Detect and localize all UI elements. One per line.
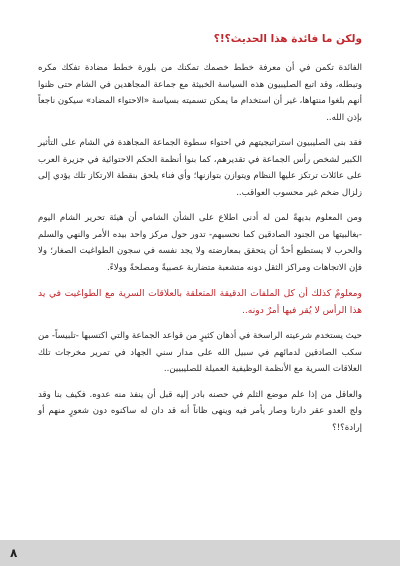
page-number: ٨ [10,546,18,560]
paragraph-3: ومن المعلوم بديهةً لمن له أدنى اطلاع على الشأن الشامي أن هيئة تحرير الشام اليوم -بغالبيتها من الجنود الصادقين كما نحسبهم- تدور حول مركز واحد بيده الأمر والنهي والسلم والحرب لا يستطيع أحدٌ أن يتحقق بمعارضته ولا يجد نفسه في سجون الطواغيت الصغار؛ ولا فإن الاتجاهات ومراكز الثقل دونه متشعبة متضاربة عصبيةً ومصلحةً وولاءً. [38,213,362,273]
paragraph-5: والعاقل من إذا علم موضع الثلم في حصنه بادر إليه قبل أن ينفذ منه عدوه. فكيف بنا وقد ولج العدو عقر دارنا وصار يأمر فيه وينهى ظاناً أنه قد دان له ساكنوه دون شعورٍ منهم أو إرادة؟!؟ [38,389,362,433]
paragraph-4: حيث يستخدم شرعيته الراسخة في أذهان كثيرٍ من قواعد الجماعة والتي اكتسبها -تلبيساً- من سكب الصادقين لدمائهم في سبيل الله على مدار سني الجهاد في تمرير مخرجات تلك العلاقات السرية مع الأنظمة الوظيفية العميلة للصليبيين.. [38,331,362,374]
article-body [38,32,362,445]
highlighted-paragraph: ومعلومٌ كذلك أن كل الملفات الدقيقة المتعلقة بالعلاقات السرية مع الطواغيت في يد هذا الرأس لا يُقر فيها أمرٌ دونه.. [38,288,362,316]
paragraph-1: الفائدة تكمن في أن معرفة خطط خصمك تمكنك من بلورة خطط مضادة تفكك مكره وتبطله، وقد اتبع الصليبيون هذه السياسة الخبيثة مع جماعة المجاهدين في الشام حتى ظنوا أنهم بلغوا منتهاها، غير أن استخدام ما يمكن تسميته بسياسة «الاحتواء المضاد» سيكون ناجعاً بإذن الله.. [38,63,362,123]
section-heading: ولكن ما فائدة هذا الحديث؟!؟ [213,33,362,45]
paragraph-2: فقد بنى الصليبيون استراتيجيتهم في احتواء سطوة الجماعة المجاهدة في الشام على التأثير الكبير لشخص رأس الجماعة في تقديرهم، كما بنوا أنظمة الحكم الاحتوائية في جزيرة العرب على عائلات ترتكز عليها النظام ويتوازن بتوازنها؛ وأي فناء يلحق بنقطة الارتكاز تلك يؤدي إلى زلزال ضخم غير محسوب العواقب.. [38,138,362,198]
footer-bar [0,540,400,566]
